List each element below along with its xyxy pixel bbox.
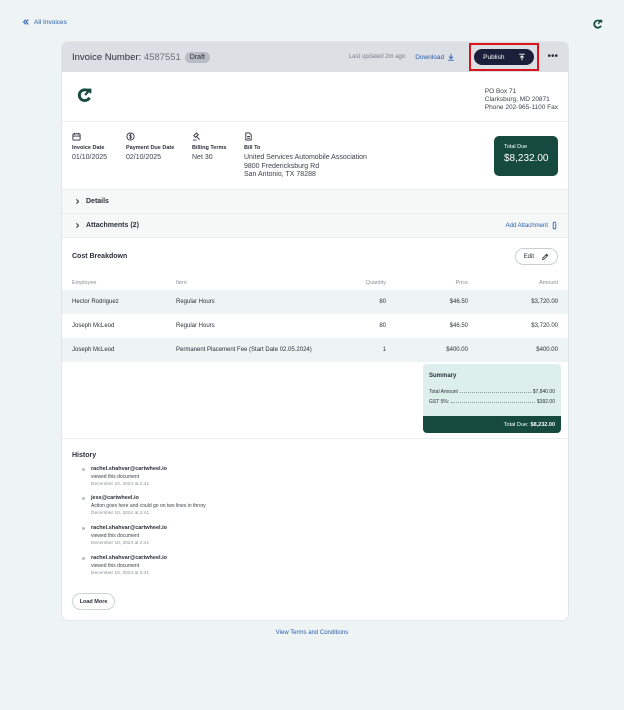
gst-label: GST 5%: (429, 399, 450, 405)
history-user: rachel.shahvar@cartwheel.io (91, 525, 167, 531)
cell-amount: $3,720.00 (531, 323, 558, 329)
bill-to (244, 132, 367, 180)
summary-total-due (423, 416, 561, 433)
top-bar (22, 18, 608, 32)
dollar-icon (126, 132, 135, 141)
billing-terms-value: Net 30 (192, 154, 213, 161)
total-amount-label: Total Amount (429, 389, 458, 395)
bill-to-label: Bill To (244, 145, 261, 151)
total-due-box (494, 136, 558, 176)
invoice-date-value: 01/10/2025 (72, 154, 108, 161)
dotted-leader (451, 399, 535, 403)
pencil-icon (541, 253, 549, 261)
cell-quantity: 80 (344, 290, 396, 314)
history-user: rachel.shahvar@cartwheel.io (91, 466, 167, 472)
cell-item: Regular Hours (166, 290, 344, 314)
payment-due-label: Payment Due Date (126, 145, 175, 151)
invoice-date-label: Invoice Date (72, 145, 105, 151)
download-icon (447, 53, 455, 61)
timeline-dot (82, 527, 85, 530)
gst-value: $392.00 (536, 399, 555, 405)
history-item (82, 465, 167, 488)
table-row (62, 290, 568, 314)
history-item (82, 554, 167, 577)
bill-to-line: San Antonio, TX 78288 (244, 171, 316, 178)
cell-employee: Hector Rodriguez (62, 290, 166, 314)
chevron-right-icon (74, 198, 81, 205)
summary-due-label: Total Due: (503, 421, 529, 428)
details-toggle[interactable] (62, 190, 568, 214)
history-timestamp: December 10, 2024 at 2:41 (91, 571, 150, 576)
cell-quantity: 80 (379, 323, 386, 329)
cost-breakdown-header (62, 238, 568, 276)
add-attachment-label: Add Attachment (505, 222, 548, 229)
all-invoices-label: All Invoices (34, 18, 67, 26)
dotted-leader (460, 389, 531, 393)
bill-to-line: 9800 Fredericksburg Rd (244, 162, 320, 170)
payment-due-date (126, 132, 174, 163)
cell-employee: Joseph McLeod (72, 323, 115, 329)
details-label: Details (86, 198, 109, 205)
timeline-dot (82, 557, 85, 560)
chevrons-left-icon (22, 18, 30, 26)
table-row (62, 314, 568, 338)
brand-logo-icon (592, 18, 604, 30)
payment-due-value: 02/10/2025 (126, 154, 162, 161)
add-attachment-button[interactable] (506, 221, 558, 230)
summary-box (423, 364, 561, 433)
cell-price: $46.50 (396, 290, 478, 314)
download-button[interactable] (415, 53, 455, 61)
billing-terms (192, 132, 226, 163)
history-user: rachel.shahvar@cartwheel.io (91, 555, 167, 561)
column-header: Amount (539, 280, 558, 286)
edit-label: Edit (523, 253, 534, 260)
history-action: viewed this document (91, 563, 140, 569)
all-invoices-link[interactable] (22, 18, 67, 26)
cost-breakdown-title: Cost Breakdown (72, 253, 128, 260)
history-action: Action goes here and could go on two lines in throry (91, 503, 206, 509)
more-options-button[interactable]: ••• (547, 51, 558, 62)
history-timestamp: December 10, 2024 at 2:41 (91, 482, 150, 487)
terms-link[interactable]: View Terms and Conditions (275, 630, 349, 636)
publish-button[interactable] (474, 49, 534, 65)
cell-item: Regular Hours (176, 323, 215, 329)
cell-amount: $400.00 (478, 338, 568, 362)
cell-amount: $3,720.00 (478, 290, 568, 314)
load-more-button[interactable]: Load More (72, 593, 115, 610)
cell-price: $400.00 (396, 338, 478, 362)
history-timestamp: December 10, 2024 at 2:41 (91, 541, 150, 546)
gavel-icon (192, 132, 201, 141)
company-row (62, 72, 568, 122)
calendar-icon (72, 132, 81, 141)
cell-quantity: 1 (344, 338, 396, 362)
address-line: Clarksburg, MD 20871 (484, 96, 550, 103)
paperclip-icon (551, 221, 558, 230)
history-timestamp: December 10, 2024 at 2:41 (91, 511, 150, 516)
column-header: Item (176, 280, 187, 286)
invoice-header (62, 42, 568, 72)
history-user: jess@cartwheel.io (91, 495, 139, 501)
history-item (82, 524, 167, 547)
summary-gst (429, 399, 555, 405)
history-action: viewed this document (91, 474, 140, 480)
cost-table (62, 276, 568, 362)
chevron-right-icon (74, 222, 81, 229)
invoice-number-value: 4587551 (143, 51, 181, 63)
summary-total-amount (429, 389, 555, 395)
invoice-meta (62, 122, 568, 190)
invoice-date (72, 132, 107, 163)
bill-to-line: United Services Automobile Association (244, 154, 367, 161)
summary-due-value: $8,232.00 (530, 421, 555, 428)
cost-table-header (62, 276, 568, 290)
column-header: Employee (72, 280, 97, 286)
invoice-card (62, 42, 568, 620)
last-updated: Last updated 2m ago (348, 54, 406, 60)
timeline-dot (82, 468, 85, 471)
billing-terms-label: Billing Terms (192, 145, 227, 151)
invoice-number (72, 52, 181, 63)
history-item (82, 494, 206, 517)
publish-icon (518, 53, 526, 61)
history-title: History (72, 452, 97, 459)
attachments-toggle[interactable] (62, 214, 568, 238)
address-line: PO Box 71 (484, 88, 517, 95)
total-due-value: $8,232.00 (504, 153, 549, 164)
table-row (62, 338, 568, 362)
summary-title: Summary (429, 373, 457, 379)
timeline-dot (82, 497, 85, 500)
edit-button[interactable] (515, 248, 558, 265)
address-line: Phone 202-965-1100 Fax (484, 104, 558, 111)
divider (62, 438, 568, 439)
publish-label: Publish (483, 53, 505, 61)
cell-item: Permanent Placement Fee (Start Date 02.05.2024) (166, 338, 344, 362)
document-icon (244, 132, 253, 141)
history-action: viewed this document (91, 533, 140, 539)
download-label: Download (415, 53, 445, 61)
column-header: Quantity (365, 280, 386, 286)
publish-highlight (469, 43, 539, 71)
total-due-label: Total Due (504, 144, 528, 150)
brand-logo-icon (76, 86, 94, 104)
invoice-number-label: Invoice Number: (72, 51, 142, 63)
status-badge: Draft (185, 52, 210, 63)
cell-employee: Joseph McLeod (62, 338, 166, 362)
company-address (485, 88, 558, 112)
total-amount-value: $7,840.00 (532, 389, 555, 395)
cell-price: $46.50 (449, 323, 468, 329)
attachments-label: Attachments (2) (86, 222, 139, 229)
column-header: Price (455, 280, 468, 286)
